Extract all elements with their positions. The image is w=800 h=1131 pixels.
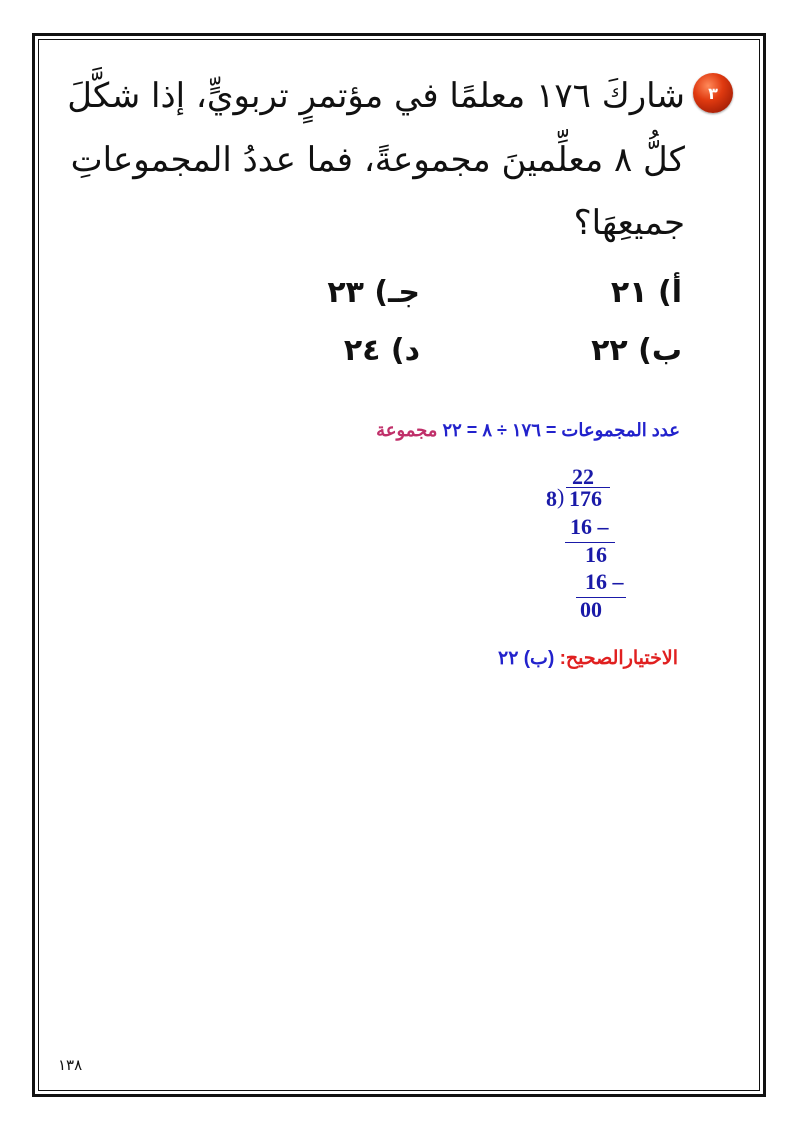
division-bracket: ): [557, 484, 565, 509]
division-step2-subtract: 16 –: [585, 569, 624, 594]
option-c[interactable]: جـ) ٢٣: [327, 275, 420, 310]
solution-equation-line: [376, 420, 680, 441]
division-dividend: 176: [569, 486, 602, 511]
solution-unit: مجموعة: [376, 420, 438, 440]
division-step2-remainder: 00: [580, 597, 602, 622]
page-border-inner: [38, 39, 760, 1091]
division-quotient: 22: [572, 464, 594, 489]
division-step1-remainder: 16: [585, 542, 607, 567]
correct-answer-value: (ب) ٢٢: [498, 648, 555, 669]
solution-equation: عدد المجموعات = ١٧٦ ÷ ٨ = ٢٢: [442, 420, 680, 440]
option-a[interactable]: أ) ٢١: [610, 275, 682, 310]
option-d[interactable]: د) ٢٤: [343, 333, 420, 368]
division-divisor: 8: [546, 486, 557, 511]
division-step1-subtract: 16 –: [570, 514, 609, 539]
question-line-3: جميعِهَا؟: [573, 203, 685, 243]
question-line-2: كلُّ ٨ معلِّمينَ مجموعةً، فما عددُ المجموعاتِ: [70, 140, 685, 180]
page-number: ١٣٨: [58, 1056, 83, 1074]
correct-answer-line: [498, 647, 678, 670]
correct-answer-label: الاختيارالصحيح:: [559, 648, 678, 669]
question-number-badge: ٣: [693, 73, 733, 113]
option-b[interactable]: ب) ٢٢: [591, 333, 682, 368]
question-line-1: شاركَ ١٧٦ معلمًا في مؤتمرٍ تربويٍّ، إذا شكَّلَ: [67, 76, 685, 116]
